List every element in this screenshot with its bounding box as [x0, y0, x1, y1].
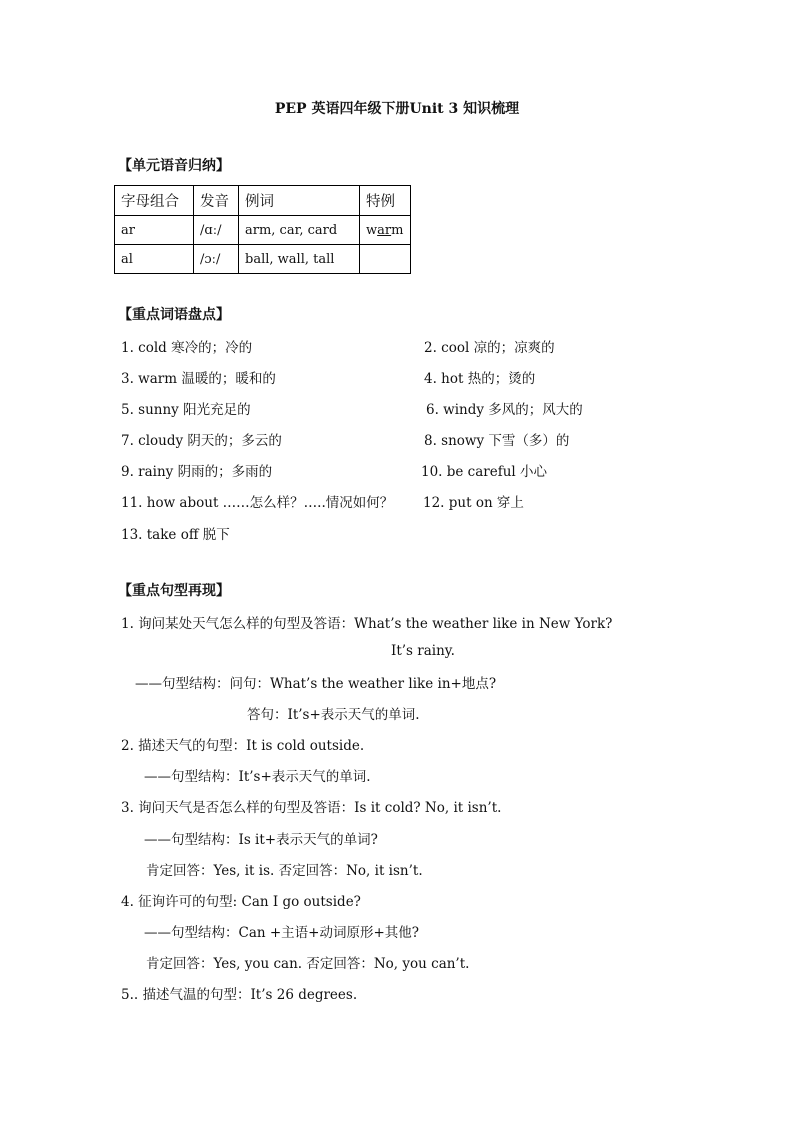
sentence-line: 肯定回答：Yes, it is. 否定回答：No, it isn’t.	[146, 863, 423, 879]
exception-cell	[360, 216, 411, 245]
vocab-item: 12. put on 穿上	[423, 495, 524, 511]
vocab-item: 7. cloudy 阴天的；多云的	[121, 433, 282, 449]
vocab-item: 11. how about ……怎么样？…..情况如何？	[121, 495, 394, 511]
vocab-item: 8. snowy 下雪（多）的	[424, 433, 570, 449]
sentence-line: 4. 征询许可的句型: Can I go outside?	[121, 894, 361, 910]
column-header: 发音	[194, 186, 239, 216]
column-header: 字母组合	[115, 186, 194, 216]
vocab-item: 13. take off 脱下	[121, 527, 230, 543]
table-row	[115, 216, 411, 245]
table-header-row	[115, 186, 411, 216]
page-title: PEP 英语四年级下册Unit 3 知识梳理	[274, 101, 520, 117]
sentence-line: 3. 询问天气是否怎么样的句型及答语：Is it cold? No, it isn’t.	[121, 800, 502, 816]
sentence-line: 答句：It’s+表示天气的单词.	[247, 707, 420, 723]
vocab-item: 3. warm 温暖的；暖和的	[121, 371, 276, 387]
sentence-line: ——句型结构：Is it+表示天气的单词?	[144, 832, 378, 848]
sentence-line: 2. 描述天气的句型：It is cold outside.	[121, 738, 365, 754]
exception-suffix: m	[391, 222, 404, 238]
sentence-line: 肯定回答：Yes, you can. 否定回答：No, you can’t.	[146, 956, 470, 972]
sound-cell: /ɔː/	[194, 245, 239, 274]
exception-prefix: w	[366, 222, 378, 238]
sentence-line: ——句型结构：Can +主语+动词原形+其他?	[144, 925, 420, 941]
sentence-line: 1. 询问某处天气怎么样的句型及答语：What’s the weather like in New York?	[121, 616, 613, 632]
vocab-item: 5. sunny 阳光充足的	[121, 402, 251, 418]
examples-cell: arm, car, card	[239, 216, 360, 245]
column-header: 特例	[360, 186, 411, 216]
vocab-item: 9. rainy 阴雨的；多雨的	[121, 464, 273, 480]
sentence-line: ——句型结构：It’s+表示天气的单词.	[144, 769, 371, 785]
sentence-line: 5.. 描述气温的句型：It’s 26 degrees.	[121, 987, 358, 1003]
sentence-heading: 【重点句型再现】	[118, 583, 230, 599]
column-header: 例词	[239, 186, 360, 216]
letter-combo-cell: ar	[115, 216, 194, 245]
vocab-item: 4. hot 热的；烫的	[424, 371, 536, 387]
phonics-table	[114, 185, 411, 274]
vocab-item: 6. windy 多风的；风大的	[426, 402, 583, 418]
vocab-item: 1. cold 寒冷的；冷的	[121, 340, 253, 356]
examples-cell: ball, wall, tall	[239, 245, 360, 274]
sentence-line: It’s rainy.	[391, 643, 455, 659]
sentence-line: ——句型结构：问句：What’s the weather like in+地点?	[135, 676, 497, 692]
exception-underlined: ar	[377, 222, 392, 238]
vocab-heading: 【重点词语盘点】	[118, 307, 230, 323]
letter-combo-cell: al	[115, 245, 194, 274]
vocab-item: 2. cool 凉的；凉爽的	[424, 340, 555, 356]
phonics-heading: 【单元语音归纳】	[118, 158, 230, 174]
exception-cell	[360, 245, 411, 274]
table-row	[115, 245, 411, 274]
sound-cell: /ɑː/	[194, 216, 239, 245]
vocab-item: 10. be careful 小心	[421, 464, 548, 480]
